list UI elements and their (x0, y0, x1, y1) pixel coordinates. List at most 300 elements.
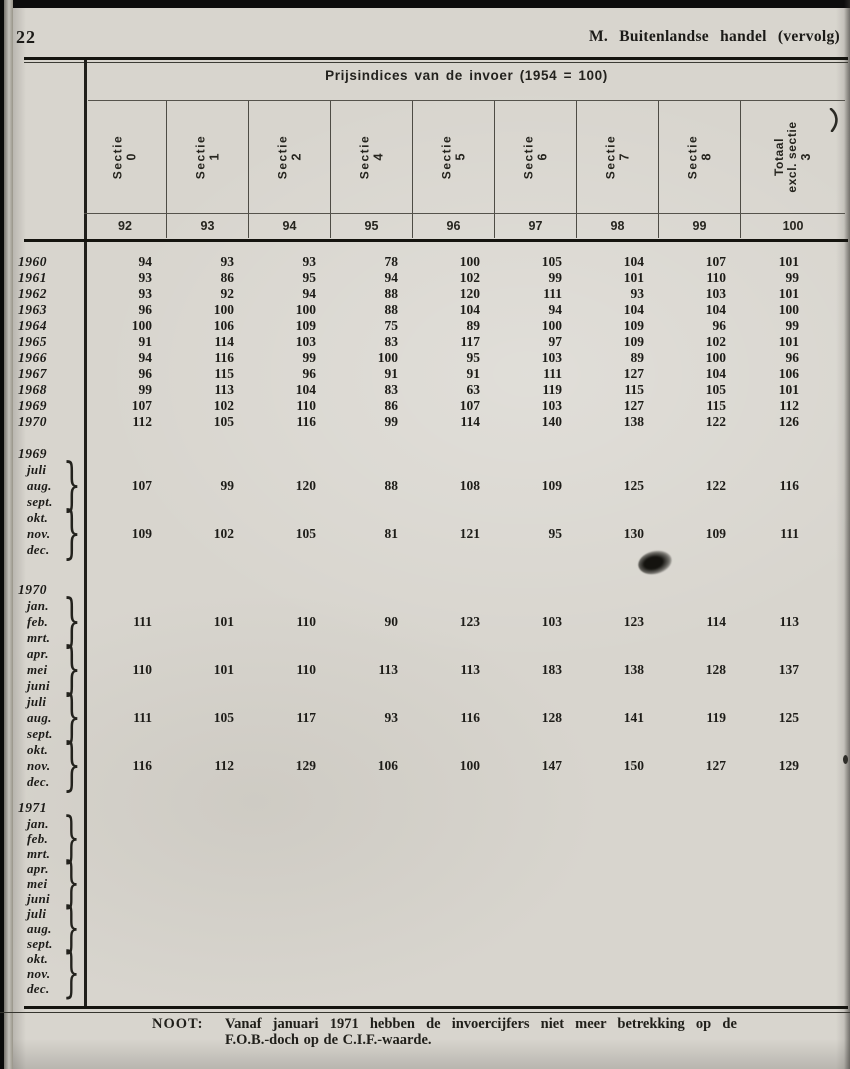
value-cell: 129 (778, 758, 799, 773)
month-label: okt. (27, 742, 49, 757)
month-label: mei (27, 662, 48, 677)
value-cell: 94 (138, 350, 152, 365)
scan-edge-top (0, 0, 850, 8)
value-cell: 125 (778, 710, 799, 725)
column-header-sectie-5 (412, 101, 494, 213)
month-row-1971-mrt (0, 846, 845, 861)
rotated-label (358, 109, 385, 205)
month-row-1971-dec (0, 981, 845, 996)
column-number: 8 (699, 153, 713, 161)
month-label: juli (27, 694, 47, 709)
value-cell: 123 (623, 614, 644, 629)
value-cell: 90 (384, 614, 398, 629)
value-cell: 94 (384, 270, 398, 285)
rotated-label (522, 109, 549, 205)
value-cell: 99 (138, 382, 152, 397)
month-label: sept. (27, 726, 53, 741)
year-label: 1970 (18, 414, 47, 429)
value-cell: 110 (296, 614, 316, 629)
year-label: 1965 (18, 334, 47, 349)
annual-row-1968 (0, 382, 845, 398)
chapter-header: M. Buitenlandse handel (vervolg) (588, 28, 840, 45)
value-cell: 109 (295, 318, 316, 333)
value-cell: 95 (548, 526, 562, 541)
annual-row-1965 (0, 334, 845, 350)
value-cell: 114 (214, 334, 234, 349)
month-label: aug. (27, 921, 52, 936)
value-cell: 92 (220, 286, 234, 301)
annual-row-1963 (0, 302, 845, 318)
value-cell: 99 (548, 270, 562, 285)
column-label: Sectie (110, 134, 125, 180)
value-cell: 89 (466, 318, 480, 333)
month-label: nov. (27, 966, 51, 981)
value-cell: 95 (302, 270, 316, 285)
month-row-1970-okt (0, 742, 845, 758)
value-cell: 102 (705, 334, 726, 349)
month-rows (0, 816, 845, 996)
column-label: Sectie (439, 134, 453, 180)
value-cell: 112 (779, 398, 799, 413)
column-code-98: 98 (576, 214, 658, 238)
value-cell: 86 (220, 270, 234, 285)
column-number: 0 (124, 153, 139, 161)
value-cell: 96 (785, 350, 799, 365)
value-cell: 94 (302, 286, 316, 301)
month-block-year-row (0, 582, 845, 598)
footnote-label: NOOT: (152, 1016, 204, 1032)
value-cell: 104 (705, 366, 726, 381)
rotated-label (440, 109, 467, 205)
value-cell: 121 (459, 526, 480, 541)
column-header-sectie-4 (330, 101, 412, 213)
column-sublabel: excl. sectie (785, 121, 799, 193)
year-label: 1961 (18, 270, 47, 285)
value-cell: 86 (384, 398, 398, 413)
month-block-1971 (0, 800, 845, 996)
month-label: feb. (27, 831, 49, 846)
value-cell: 126 (778, 414, 799, 429)
column-number: 4 (371, 153, 385, 161)
value-cell: 100 (459, 758, 480, 773)
value-cell: 104 (623, 254, 644, 269)
column-code-97: 97 (494, 214, 576, 238)
rotated-label (194, 109, 221, 205)
value-cell: 101 (213, 614, 234, 629)
value-cell: 104 (623, 302, 644, 317)
value-cell: 75 (384, 318, 398, 333)
year-label: 1968 (18, 382, 47, 397)
value-cell: 103 (541, 614, 562, 629)
value-cell: 106 (778, 366, 799, 381)
value-cell: 100 (459, 254, 480, 269)
value-cell: 105 (705, 382, 726, 397)
value-cell: 102 (213, 526, 234, 541)
column-header-sectie-2 (248, 101, 330, 213)
value-cell: 138 (623, 414, 644, 429)
month-label: sept. (27, 494, 53, 509)
month-label: juli (27, 462, 47, 477)
month-row-1971-okt (0, 951, 845, 966)
column-label: Sectie (275, 134, 289, 180)
value-cell: 103 (541, 398, 562, 413)
value-cell: 114 (706, 614, 726, 629)
value-cell: 117 (296, 710, 316, 725)
value-cell: 111 (133, 710, 152, 725)
month-row-1970-juli (0, 694, 845, 710)
month-label: dec. (27, 542, 50, 557)
month-label: dec. (27, 981, 50, 996)
column-label: Sectie (521, 134, 535, 180)
column-label: Sectie (685, 134, 699, 180)
value-cell: 100 (131, 318, 152, 333)
value-cell: 91 (466, 366, 480, 381)
value-cell: 101 (213, 662, 234, 677)
value-cell: 103 (295, 334, 316, 349)
value-cell: 120 (459, 286, 480, 301)
value-cell: 99 (384, 414, 398, 429)
value-cell: 107 (131, 478, 152, 493)
column-label: Sectie (193, 134, 207, 180)
month-row-1971-aug (0, 921, 845, 936)
month-row-1971-apr (0, 861, 845, 876)
value-cell: 113 (779, 614, 799, 629)
month-label: jan. (27, 598, 49, 613)
rotated-label (112, 109, 139, 205)
month-label: feb. (27, 614, 49, 629)
year-label: 1962 (18, 286, 47, 301)
column-code-99: 99 (658, 214, 740, 238)
month-row-1970-jan (0, 598, 845, 614)
value-cell: 141 (623, 710, 644, 725)
value-cell: 99 (785, 270, 799, 285)
value-cell: 83 (384, 334, 398, 349)
month-label: sept. (27, 936, 53, 951)
value-cell: 115 (214, 366, 234, 381)
value-cell: 125 (623, 478, 644, 493)
column-number: 5 (453, 153, 467, 161)
rotated-label (276, 109, 303, 205)
value-cell: 120 (295, 478, 316, 493)
month-row-1971-juli (0, 906, 845, 921)
year-label: 1970 (18, 582, 47, 597)
column-number: 6 (535, 153, 549, 161)
year-label: 1971 (18, 800, 47, 815)
value-cell: 117 (460, 334, 480, 349)
month-row-1969-juli (0, 462, 845, 478)
value-cell: 108 (459, 478, 480, 493)
value-cell: 127 (623, 366, 644, 381)
month-label: jan. (27, 816, 49, 831)
column-number: 7 (617, 153, 631, 161)
bottom-rule-thin (0, 1012, 850, 1013)
footnote-line1: Vanaf januari 1971 hebben de invoercijfers niet meer betrekking op de (225, 1016, 737, 1032)
value-cell: 109 (131, 526, 152, 541)
month-row-1970-dec (0, 774, 845, 790)
value-cell: 93 (302, 254, 316, 269)
value-cell: 110 (296, 398, 316, 413)
value-cell: 109 (705, 526, 726, 541)
value-cell: 104 (705, 302, 726, 317)
top-rule (24, 57, 848, 60)
value-cell: 101 (778, 382, 799, 397)
value-cell: 110 (132, 662, 152, 677)
value-cell: 115 (624, 382, 644, 397)
month-block-year-row (0, 800, 845, 816)
value-cell: 63 (466, 382, 480, 397)
value-cell: 122 (705, 478, 726, 493)
value-cell: 138 (623, 662, 644, 677)
value-cell: 105 (541, 254, 562, 269)
value-cell: 93 (220, 254, 234, 269)
year-label: 1969 (18, 398, 47, 413)
month-row-1969-nov (0, 526, 845, 542)
month-label: apr. (27, 646, 49, 661)
value-cell: 102 (459, 270, 480, 285)
month-row-1970-juni (0, 678, 845, 694)
year-label: 1960 (18, 254, 47, 269)
scan-speck (843, 755, 848, 764)
value-cell: 140 (541, 414, 562, 429)
value-cell: 96 (712, 318, 726, 333)
rotated-label (686, 109, 713, 205)
year-label: 1969 (18, 446, 47, 461)
rotated-label (604, 109, 631, 205)
column-header-sectie-6 (494, 101, 576, 213)
annual-row-1961 (0, 270, 845, 286)
column-code-94: 94 (248, 214, 330, 238)
value-cell: 129 (295, 758, 316, 773)
month-block-1969 (0, 446, 845, 558)
scan-artifact-hook (828, 108, 840, 132)
page-number: 22 (16, 27, 36, 47)
value-cell: 110 (706, 270, 726, 285)
table-body (0, 240, 845, 996)
value-cell: 137 (778, 662, 799, 677)
top-rule-thin (24, 62, 848, 63)
month-row-1970-aug (0, 710, 845, 726)
value-cell: 100 (377, 350, 398, 365)
column-header-row (84, 101, 845, 213)
column-code-92: 92 (118, 219, 132, 233)
value-cell: 93 (138, 286, 152, 301)
value-cell: 122 (705, 414, 726, 429)
year-label: 1966 (18, 350, 47, 365)
value-cell: 100 (295, 302, 316, 317)
value-cell: 128 (541, 710, 562, 725)
month-row-1971-mei (0, 876, 845, 891)
value-cell: 101 (623, 270, 644, 285)
value-cell: 107 (459, 398, 480, 413)
value-cell: 89 (630, 350, 644, 365)
annual-row-1964 (0, 318, 845, 334)
column-code-96: 96 (412, 214, 494, 238)
month-block-year-row (0, 446, 845, 462)
value-cell: 111 (133, 614, 152, 629)
month-label: juli (27, 906, 47, 921)
value-cell: 127 (705, 758, 726, 773)
month-row-1971-sept (0, 936, 845, 951)
year-label: 1963 (18, 302, 47, 317)
value-cell: 116 (296, 414, 316, 429)
value-cell: 109 (541, 478, 562, 493)
value-cell: 88 (384, 302, 398, 317)
month-label: mrt. (27, 846, 51, 861)
column-label: Sectie (357, 134, 371, 180)
column-number: 3 (799, 153, 813, 161)
value-cell: 107 (705, 254, 726, 269)
value-cell: 130 (623, 526, 644, 541)
column-header-sectie-1 (166, 101, 248, 213)
month-row-1970-nov (0, 758, 845, 774)
value-cell: 116 (779, 478, 799, 493)
value-cell: 116 (214, 350, 234, 365)
value-cell: 94 (548, 302, 562, 317)
value-cell: 78 (384, 254, 398, 269)
column-code-100: 100 (740, 214, 845, 238)
value-cell: 112 (132, 414, 152, 429)
month-label: okt. (27, 951, 49, 966)
value-cell: 119 (706, 710, 726, 725)
value-cell: 150 (623, 758, 644, 773)
value-cell: 93 (138, 270, 152, 285)
value-cell: 100 (705, 350, 726, 365)
value-cell: 112 (214, 758, 234, 773)
value-cell: 114 (460, 414, 480, 429)
column-code-95: 95 (330, 214, 412, 238)
month-row-1969-aug (0, 478, 845, 494)
value-cell: 147 (541, 758, 562, 773)
column-number: 1 (207, 153, 221, 161)
value-cell: 111 (543, 286, 562, 301)
value-cell: 91 (384, 366, 398, 381)
annual-row-1969 (0, 398, 845, 414)
value-cell: 113 (460, 662, 480, 677)
column-header-sectie-0 (84, 101, 166, 213)
value-cell: 99 (220, 478, 234, 493)
value-cell: 103 (541, 350, 562, 365)
month-row-1971-juni (0, 891, 845, 906)
value-cell: 97 (548, 334, 562, 349)
value-cell: 94 (138, 254, 152, 269)
value-cell: 110 (296, 662, 316, 677)
bottom-rule (24, 1006, 848, 1009)
month-label: apr. (27, 861, 49, 876)
value-cell: 105 (213, 414, 234, 429)
month-label: nov. (27, 526, 51, 541)
value-cell: 104 (459, 302, 480, 317)
value-cell: 107 (131, 398, 152, 413)
value-cell: 101 (778, 334, 799, 349)
value-cell: 101 (778, 286, 799, 301)
value-cell: 101 (778, 254, 799, 269)
column-label: Sectie (603, 134, 617, 180)
value-cell: 119 (542, 382, 562, 397)
value-cell: 100 (541, 318, 562, 333)
value-cell: 99 (302, 350, 316, 365)
annual-row-1962 (0, 286, 845, 302)
column-number: 2 (289, 153, 303, 161)
value-cell: 115 (706, 398, 726, 413)
value-cell: 93 (630, 286, 644, 301)
month-label: nov. (27, 758, 51, 773)
value-cell: 111 (780, 526, 799, 541)
value-cell: 109 (623, 318, 644, 333)
annual-row-1967 (0, 366, 845, 382)
month-rows (0, 462, 845, 558)
footnote-line2: F.O.B.-doch op de C.I.F.-waarde. (225, 1032, 432, 1048)
month-row-1970-sept (0, 726, 845, 742)
value-cell: 113 (378, 662, 398, 677)
value-cell: 81 (384, 526, 398, 541)
value-cell: 111 (543, 366, 562, 381)
value-cell: 99 (785, 318, 799, 333)
month-row-1971-feb (0, 831, 845, 846)
column-header-sectie-8 (658, 101, 740, 213)
month-label: aug. (27, 710, 52, 725)
value-cell: 123 (459, 614, 480, 629)
rotated-label (773, 109, 813, 205)
year-label: 1964 (18, 318, 47, 333)
value-cell: 88 (384, 286, 398, 301)
column-header-sectie-7 (576, 101, 658, 213)
value-cell: 116 (460, 710, 480, 725)
value-cell: 96 (302, 366, 316, 381)
month-label: dec. (27, 774, 50, 789)
value-cell: 96 (138, 302, 152, 317)
month-label: aug. (27, 478, 52, 493)
value-cell: 116 (132, 758, 152, 773)
value-cell: 100 (213, 302, 234, 317)
month-label: okt. (27, 510, 49, 525)
value-cell: 83 (384, 382, 398, 397)
month-label: mrt. (27, 630, 51, 645)
table-title: Prijsindices van de invoer (1954 = 100) (325, 68, 608, 83)
month-row-1969-okt (0, 510, 845, 526)
value-cell: 106 (213, 318, 234, 333)
month-row-1970-mei (0, 662, 845, 678)
month-row-1970-feb (0, 614, 845, 630)
value-cell: 127 (623, 398, 644, 413)
month-row-1969-dec (0, 542, 845, 558)
annual-row-1960 (0, 254, 845, 270)
month-label: juni (27, 891, 50, 906)
month-label: mei (27, 876, 48, 891)
value-cell: 113 (214, 382, 234, 397)
month-rows (0, 598, 845, 790)
annual-row-1966 (0, 350, 845, 366)
month-row-1971-nov (0, 966, 845, 981)
column-code-row (84, 214, 845, 238)
year-label: 1967 (18, 366, 47, 381)
annual-row-1970 (0, 414, 845, 430)
value-cell: 106 (377, 758, 398, 773)
value-cell: 93 (384, 710, 398, 725)
value-cell: 95 (466, 350, 480, 365)
column-label: Totaal (772, 137, 786, 177)
value-cell: 105 (295, 526, 316, 541)
month-block-1970 (0, 582, 845, 790)
column-code-93: 93 (166, 214, 248, 238)
value-cell: 96 (138, 366, 152, 381)
value-cell: 183 (541, 662, 562, 677)
month-row-1971-jan (0, 816, 845, 831)
value-cell: 104 (295, 382, 316, 397)
month-row-1970-apr (0, 646, 845, 662)
value-cell: 128 (705, 662, 726, 677)
value-cell: 105 (213, 710, 234, 725)
value-cell: 100 (778, 302, 799, 317)
